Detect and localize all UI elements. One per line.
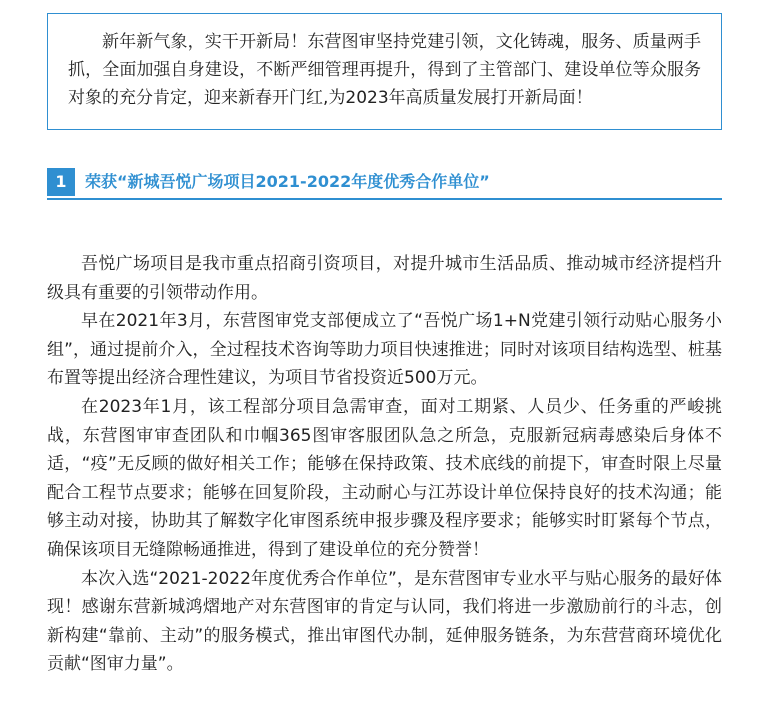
section-number-badge: 1 <box>47 168 75 196</box>
paragraph: 早在2021年3月，东营图审党支部便成立了“吾悦广场1+N党建引领行动贴心服务小组”，通过提前介入，全过程技术咨询等助力项目快速推进；同时对该项目结构选型、桩基布置等提出经济合理性建议，为项目节省投资近500万元。 <box>47 311 722 389</box>
section-divider <box>47 198 722 200</box>
section-header <box>47 167 722 200</box>
article-body <box>47 250 722 679</box>
paragraph: 吾悦广场项目是我市重点招商引资项目，对提升城市生活品质、推动城市经济提档升级具有重要的引领带动作用。 <box>47 254 722 303</box>
section-title: 荣获“新城吾悦广场项目2021-2022年度优秀合作单位” <box>85 172 490 191</box>
intro-text: 新年新气象，实干开新局！东营图审坚持党建引领，文化铸魂，服务、质量两手抓，全面加强自身建设，不断严细管理再提升，得到了主管部门、建设单位等众服务对象的充分肯定，迎来新春开门红,为2023年高质量发展打开新局面！ <box>68 32 701 108</box>
paragraph: 在2023年1月，该工程部分项目急需审查，面对工期紧、人员少、任务重的严峻挑战，东营图审审查团队和巾帼365图审客服团队急之所急，克服新冠病毒感染后身体不适，“疫”无反顾的做好相关工作；能够在保持政策、技术底线的前提下，审查时限上尽量配合工程节点要求；能够在回复阶段，主动耐心与江苏设计单位保持良好的技术沟通；能够主动对接，协助其了解数字化审图系统申报步骤及程序要求；能够实时盯紧每个节点，确保该项目无缝隙畅通推进，得到了建设单位的充分赞誉！ <box>47 396 722 560</box>
paragraph: 本次入选“2021-2022年度优秀合作单位”，是东营图审专业水平与贴心服务的最好体现！感谢东营新城鸿熠地产对东营图审的肯定与认同，我们将进一步激励前行的斗志，创新构建“靠前、主动”的服务模式，推出审图代办制，延伸服务链条，为东营营商环境优化贡献“图审力量”。 <box>47 568 722 675</box>
intro-box <box>47 13 722 130</box>
